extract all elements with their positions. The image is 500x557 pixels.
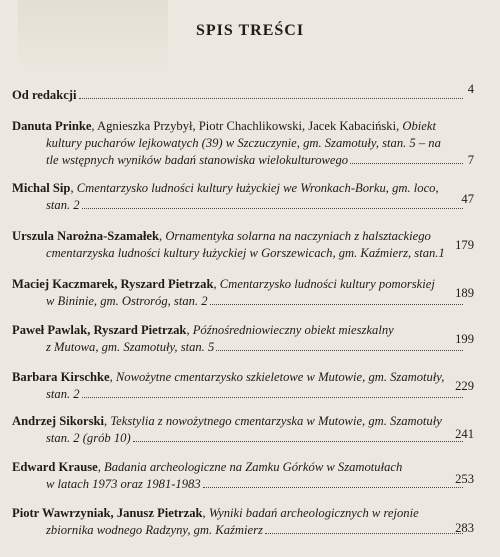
entry-title-cont: w latach 1973 oraz 1981-1983 bbox=[46, 477, 201, 491]
entry-page-number: 179 bbox=[455, 238, 474, 252]
entry-authors: Andrzej Sikorski bbox=[12, 414, 105, 428]
entry-title-cont: stan. 2 bbox=[46, 198, 80, 212]
entry-page-number: 241 bbox=[455, 427, 474, 441]
page-title: SPIS TREŚCI bbox=[195, 22, 305, 39]
entry-page-number: 4 bbox=[467, 82, 474, 96]
toc-entry bbox=[12, 369, 500, 403]
toc-entry bbox=[12, 459, 500, 493]
toc-entry bbox=[12, 180, 500, 214]
entry-separator: , bbox=[159, 229, 166, 243]
entry-title: Cmentarzysko ludności kultury pomorskiej bbox=[219, 277, 435, 291]
toc-entry bbox=[12, 82, 500, 104]
entry-authors: Maciej Kaczmarek, Ryszard Pietrzak bbox=[12, 277, 214, 291]
entry-title-cont: tle wstępnych wyników badań stanowiska wielokulturowego bbox=[46, 153, 349, 167]
entry-authors: Urszula Narożna-Szamałek bbox=[12, 229, 160, 243]
entry-page-number: 229 bbox=[455, 379, 474, 393]
entry-authors: Edward Krause bbox=[12, 460, 98, 474]
entry-separator: , bbox=[104, 414, 111, 428]
entry-separator: , bbox=[70, 181, 77, 195]
entry-page-number: 7 bbox=[467, 153, 474, 167]
entry-title: Nowożytne cmentarzysko szkieletowe w Mutowie, gm. Szamotuły, bbox=[115, 370, 445, 384]
entry-title: Cmentarzysko ludności kultury łużyckiej we Wronkach-Borku, gm. loco, bbox=[76, 181, 439, 195]
entry-page-number: 199 bbox=[455, 332, 474, 346]
toc-entry bbox=[12, 228, 500, 262]
toc-entry bbox=[12, 505, 500, 539]
entry-title: Wyniki badań archeologicznych w rejonie bbox=[208, 506, 419, 520]
entry-title-cont: z Mutowa, gm. Szamotuły, stan. 5 bbox=[46, 340, 215, 354]
entry-authors: Danuta Prinke bbox=[12, 119, 92, 133]
entry-separator: , bbox=[202, 506, 209, 520]
dot-leader bbox=[210, 304, 463, 305]
dot-leader bbox=[82, 397, 463, 398]
entry-title: Obiekt bbox=[402, 119, 436, 133]
entry-page-number: 283 bbox=[455, 521, 474, 535]
entry-page-number: 189 bbox=[455, 286, 474, 300]
entry-title-cont: cmentarzyska ludności kultury łużyckiej w Gorszewicach, gm. Kaźmierz, stan.1 bbox=[46, 246, 445, 260]
entry-authors: Paweł Pawlak, Ryszard Pietrzak bbox=[12, 323, 187, 337]
entry-title-cont: stan. 2 (grób 10) bbox=[46, 431, 131, 445]
entry-title-cont: stan. 2 bbox=[46, 387, 80, 401]
entry-coauthors: , Agnieszka Przybył, Piotr Chachlikowski, Jacek Kabaciński, bbox=[91, 119, 403, 133]
dot-leader bbox=[203, 487, 463, 488]
entry-authors: Od redakcji bbox=[12, 88, 77, 102]
dot-leader bbox=[350, 163, 463, 164]
toc-entry bbox=[12, 322, 500, 356]
dot-leader bbox=[265, 533, 463, 534]
dot-leader bbox=[216, 350, 463, 351]
dot-leader bbox=[79, 98, 464, 99]
entry-title: Tekstylia z nowożytnego cmentarzyska w Mutowie, gm. Szamotuły bbox=[110, 414, 442, 428]
dot-leader bbox=[133, 441, 463, 442]
entry-separator: , bbox=[186, 323, 193, 337]
entry-title-cont: zbiornika wodnego Radzyny, gm. Kaźmierz bbox=[46, 523, 263, 537]
entry-separator: , bbox=[109, 370, 116, 384]
entry-page-number: 47 bbox=[461, 192, 474, 206]
entry-title-cont: w Bininie, gm. Ostroróg, stan. 2 bbox=[46, 294, 208, 308]
entry-title: Badania archeologiczne na Zamku Górków w Szamotułach bbox=[104, 460, 403, 474]
entry-separator: , bbox=[97, 460, 105, 474]
toc-entry bbox=[12, 118, 500, 169]
entry-authors: Barbara Kirschke bbox=[12, 370, 110, 384]
entry-title: Ornamentyka solarna na naczyniach z halsztackiego bbox=[165, 229, 431, 243]
entry-authors: Piotr Wawrzyniak, Janusz Pietrzak bbox=[12, 506, 203, 520]
toc-entry bbox=[12, 413, 500, 447]
entry-authors: Michal Sip bbox=[12, 181, 71, 195]
entry-separator: , bbox=[213, 277, 220, 291]
entry-title: Późnośredniowieczny obiekt mieszkalny bbox=[192, 323, 394, 337]
entry-title-cont: kultury pucharów lejkowatych (39) w Szczuczynie, gm. Szamotuły, stan. 5 – na bbox=[46, 136, 441, 150]
toc-entry bbox=[12, 276, 500, 310]
dot-leader bbox=[82, 208, 463, 209]
entry-page-number: 253 bbox=[455, 472, 474, 486]
